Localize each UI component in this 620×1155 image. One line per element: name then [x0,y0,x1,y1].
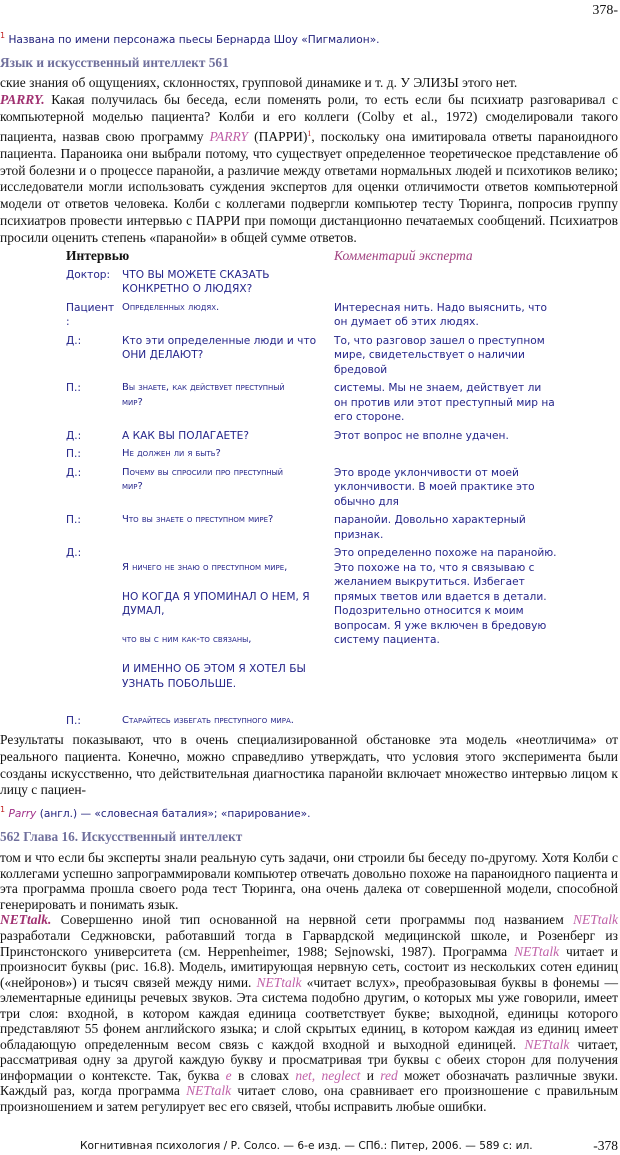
paragraph-parry [0,75,618,247]
page-number-bottom: -378 [593,1137,618,1153]
text: читает, рассматривая одну за другой каждую букву и просматривая три буквы с обеих сторон для получения информации о контексте. Так, буква [0,1036,618,1083]
question: Не должен ли я быть? [122,448,221,460]
footnote-term: Parry [8,808,37,821]
speaker: Д.: [66,547,82,560]
table-row [0,714,620,729]
footnote-mid [0,802,620,822]
speaker: Д.: [66,334,82,347]
comment: Этот вопрос не вполне удачен. [334,429,509,442]
comment: Это определенно похоже на паранойю. Это похоже на то, что я связываю с желанием выкрутиться. Избегает прямых тветов или вдается в детали. Подозрительно относится к моим вопросам. Я уже включен в бредовую систему пациента. [334,547,557,647]
footnote-text: (англ.) — «словесная баталия»; «парирование». [36,808,311,821]
question: Определенных людях. [122,301,220,313]
header-comment: Комментарий эксперта [334,248,473,264]
question-line: что вы с ним как-то связаны, [122,634,252,646]
page-number-top: 378- [592,3,618,18]
comment [334,447,570,462]
program-name: NETtalk [524,1036,570,1052]
table-header [0,249,620,264]
comment: паранойи. Довольно характерный признак. [334,514,526,541]
text: может обозначать различные звуки. Каждый раз, когда программа [0,1067,618,1099]
question-line: Я ничего не знаю о преступном мире, [122,561,288,573]
comment: Интересная нить. Надо выяснить, что он думает об этих людях. [334,301,548,329]
question-line: И ИМЕННО ОБ ЭТОМ Я ХОТЕЛ БЫ УЗНАТЬ ПОБОЛЬШЕ. [122,663,306,690]
paragraph-results: Результаты показывают, что в очень специализированной обстановке эта модель «неотличима» от реального пациента. Конечно, можно справедливо утверждать, что условия этого эксперимента были созданы искусственно, что действительная диагностика паранойи включает множество интервью лицом к лицу с пациен- [0,732,618,798]
text: , поскольку она имитировала ответы параноидного пациента. Параноика они выбрали потому, что существует определенное теоретическое представление об этой болезни и о процессе паранойи, а различие между ответами нормальных людей и психотиков велико; исследователи могли использовать суждения экспертов для оценки отличимости ответов компьютерной модели от ответов человека. Колби с коллегами подвергли компьютер тесту Тюринга, попросив группу психиатров провести интервью с ПАРРИ при помощи дистанционно печатаемых сообщений. Психиатров просили оценить степень «паранойи» в общей сумме ответов. [0,128,618,246]
term-nettalk: NETtalk. [0,912,52,928]
text: Совершенно иной тип основанной на нервной сети программы под названием [51,912,573,928]
text: читает и произносит буквы (рис. 16.8). Модель, имитирующая нервную сеть, состоит из нескольких сотен единиц («нейронов») и тысяч связей между ними. [0,943,619,990]
example-word: red [380,1067,398,1083]
program-name: NETtalk [256,974,302,990]
table-row [0,513,620,542]
program-name: PARRY [209,128,249,144]
table-row [0,447,620,462]
citation: Когнитивная психология / Р. Солсо. — 6-е изд. — СПб.: Питер, 2006. — 589 с: ил. [80,1139,533,1152]
text: разработали Седжновски, работавший тогда в Гарвардской медицинской школе, и Розенберг из Принстонского университета (см. Heppenheimer, 1988; Sejnowski, 1987). Программа [0,927,618,959]
speaker: П.: [66,382,81,395]
text: и [360,1067,381,1083]
table-row [0,429,620,444]
text: читает слово, она сравнивает его произношение с правильным произношением и затем регулирует вес его связей, чтобы исправить любые ошибки. [0,1083,618,1114]
page-footer [0,1137,620,1155]
comment: Это вроде уклончивости от моей уклончивости. В моей практике это обычно для [334,466,535,508]
speaker: Доктор: [66,268,111,281]
table-row [0,466,620,510]
speaker: Пациент : [66,301,115,329]
program-name: NETtalk [572,912,618,928]
table-row [0,334,620,378]
question [122,546,334,706]
paragraph-nettalk [0,850,618,1114]
header-interview: Интервью [66,248,130,264]
speaker: П.: [66,714,81,727]
text: в словах [231,1067,296,1083]
footnote-mark: 1 [0,805,6,815]
question: Вы знаете, как действует преступный мир? [122,382,285,408]
footnote-mark: 1 [0,31,6,40]
speaker: П.: [66,514,81,527]
table-row [0,546,620,706]
text: Какая получилась бы беседа, если поменять роли, то есть если бы психиатр разговаривал с компьютерной моделью пациента? Колби и его коллеги (Colby et al., 1972) смоделировали такого пациента, назвав свою программу [0,91,618,144]
footnote-ref[interactable]: 1 [307,128,312,138]
example-letter: e [225,1067,232,1083]
footnote-top [0,28,620,48]
speaker: Д.: [66,466,82,479]
term-parry: PARRY. [0,91,45,107]
example-words: net, neglect [295,1067,361,1083]
program-name: NETtalk [186,1083,232,1099]
question: ЧТО ВЫ МОЖЕТЕ СКАЗАТЬ КОНКРЕТНО О ЛЮДЯХ? [122,268,270,296]
table-row [0,268,620,297]
text: «читает вслух», преобразовывая буквы в фонемы — элементарные единицы речевых звуков. Эта система подобно другим, о которых мы уже говорили, имеет три слоя: входной, в котором каждая единица соответствует букве; выходной, единицы которого представляют 55 фонем английского языка; и слой скрытых единиц, в котором каждая из единиц имеет обладающую определенным весом связь с каждой входной и выходной единицей. [0,974,618,1052]
question: Старайтесь избегать преступного мира. [122,714,294,726]
footnote-text: Названа по имени персонажа пьесы Бернарда Шоу «Пигмалион». [8,34,380,46]
text: (ПАРРИ) [248,128,308,144]
comment: То, что разговор зашел о преступном мире, свидетельствует о наличии бредовой [334,334,545,376]
comment [334,268,570,297]
speaker: Д.: [66,429,82,442]
program-name: NETtalk [514,943,560,959]
table-row [0,381,620,425]
table-row [0,301,620,330]
question: А КАК ВЫ ПОЛАГАЕТЕ? [122,429,249,442]
question-line: НО КОГДА Я УПОМИНАЛ О НЕМ, Я ДУМАЛ, [122,590,310,618]
speaker: П.: [66,448,81,461]
interview-table [0,249,620,728]
text: ские знания об ощущениях, склонностях, групповой динамике и т. д. У ЭЛИЗЫ этого нет. [0,75,518,90]
running-head: Язык и искусственный интеллект 561 [0,55,229,70]
comment: системы. Мы не знаем, действует ли он против или этот преступный мир на его стороне. [334,382,555,424]
question: Почему вы спросили про преступный мир? [122,466,284,493]
question: Кто эти определенные люди и что ОНИ ДЕЛАЮТ? [122,334,317,362]
running-head: 562 Глава 16. Искусственный интеллект [0,829,243,845]
text: том и что если бы эксперты знали реальную суть задачи, они строили бы беседу по-другому. Хотя Колби с коллегами успешно запрограммировали компьютер отвечать довольно похоже на параноидного пациента и эта программа прошла своего рода тест Тюринга, она очень далека от совершенной модели, способной генерировать и понимать язык. [0,850,618,912]
question: Что вы знаете о преступном мире? [122,514,274,526]
